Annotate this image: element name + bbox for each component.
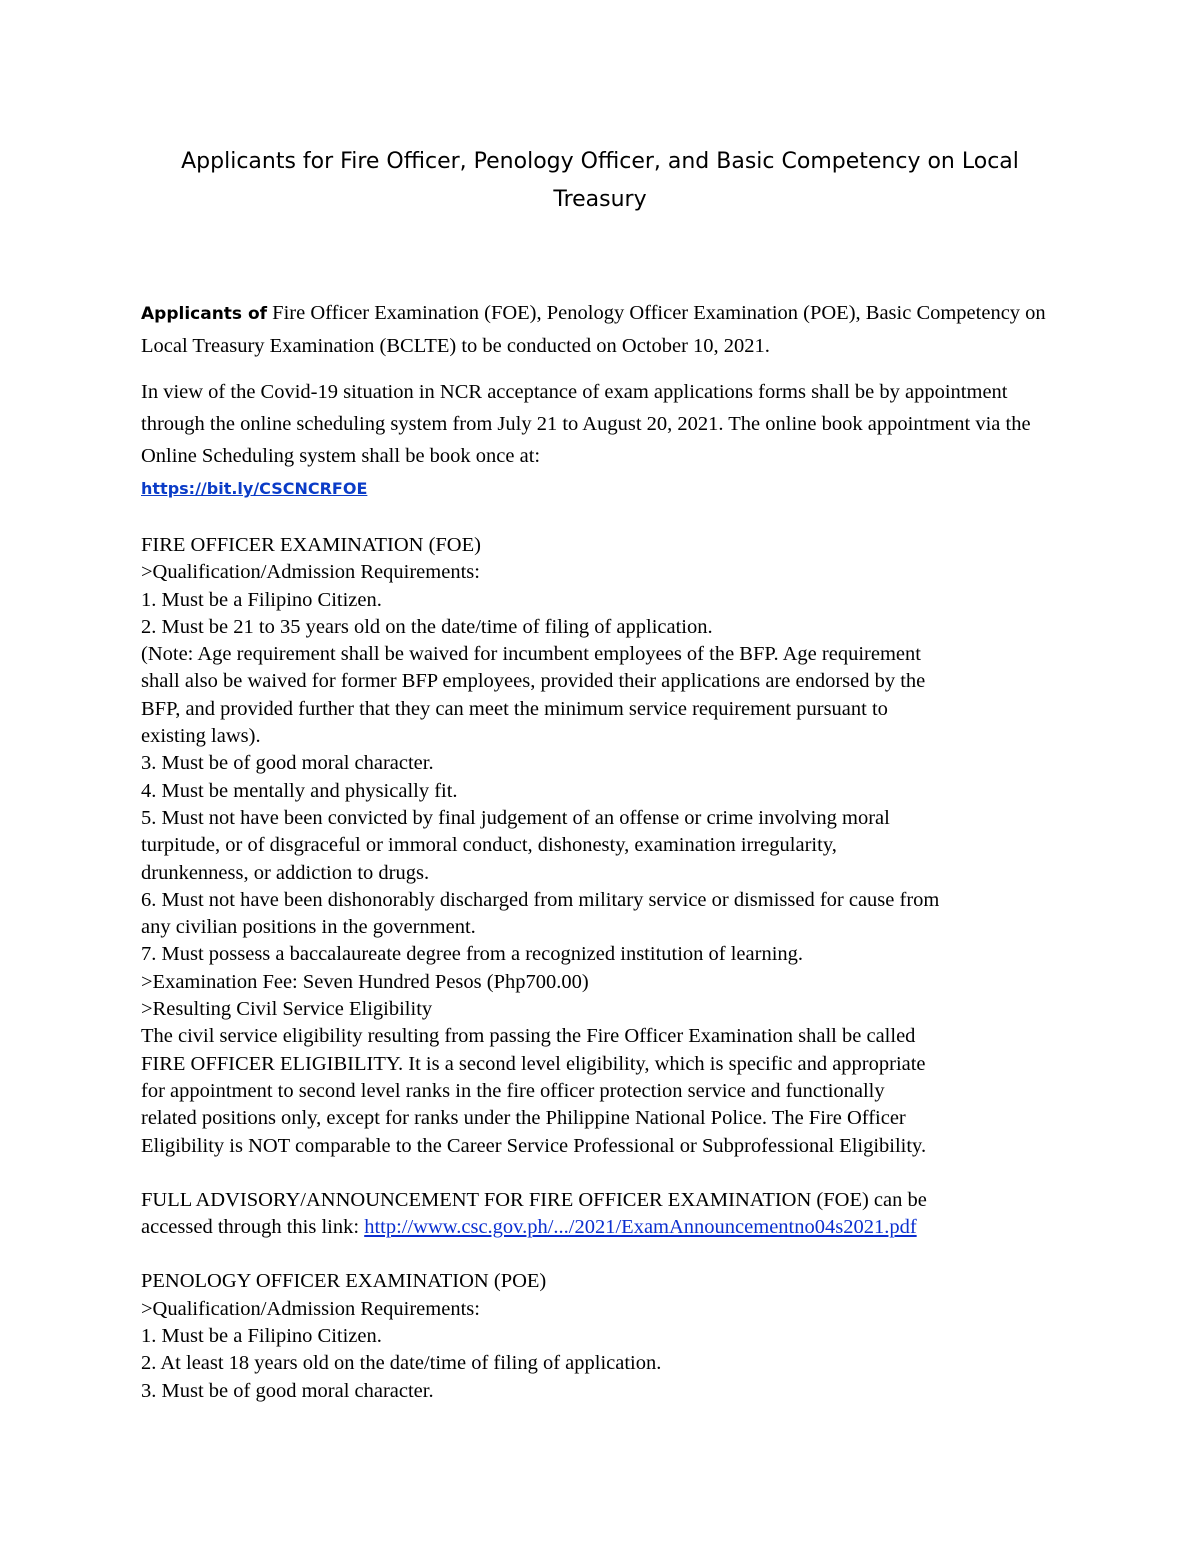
foe-requirement-5-line-1: 5. Must not have been convicted by final judgement of an offense or crime involving moral: [141, 806, 890, 829]
foe-eligibility-line-5: Eligibility is NOT comparable to the Career Service Professional or Subprofessional Eligibility.: [141, 1134, 927, 1157]
spacer: [141, 505, 1066, 532]
poe-requirements-heading: >Qualification/Admission Requirements:: [141, 1297, 480, 1320]
foe-exam-fee: >Examination Fee: Seven Hundred Pesos (Php700.00): [141, 970, 589, 993]
intro-text: Fire Officer Examination (FOE), Penology Officer Examination (POE), Basic Competency on Local Treasury Examination (BCLTE) to be conducted on October 10, 2021.: [141, 302, 1046, 357]
foe-note-line-4: existing laws).: [141, 725, 261, 748]
announcement-link[interactable]: http://www.csc.gov.ph/.../2021/ExamAnnouncementno04s2021.pdf: [364, 1216, 917, 1239]
foe-requirement-2: 2. Must be 21 to 35 years old on the date/time of filing of application.: [141, 615, 713, 638]
foe-requirement-6-line-2: any civilian positions in the government.: [141, 916, 476, 939]
foe-eligibility-line-1: The civil service eligibility resulting from passing the Fire Officer Examination shall be called: [141, 1025, 916, 1048]
covid-paragraph: In view of the Covid-19 situation in NCR acceptance of exam applications forms shall be by appointment through the online scheduling system from July 21 to August 20, 2021. The online book appointment via the Online Scheduling system shall be book once at:: [141, 381, 1031, 467]
poe-requirement-3: 3. Must be of good moral character.: [141, 1379, 434, 1402]
foe-eligibility-line-3: for appointment to second level ranks in the fire officer protection service and functionally: [141, 1079, 885, 1102]
foe-eligibility-line-2: FIRE OFFICER ELIGIBILITY. It is a second level eligibility, which is specific and appropriate: [141, 1052, 926, 1075]
advisory-section: [141, 1187, 1066, 1242]
document-body: [141, 297, 1066, 1405]
foe-requirement-7: 7. Must possess a baccalaureate degree from a recognized institution of learning.: [141, 943, 804, 966]
foe-note-line-3: BFP, and provided further that they can meet the minimum service requirement pursuant to: [141, 697, 888, 720]
advisory-line-2: [141, 1214, 1066, 1241]
foe-note-line-2: shall also be waived for former BFP employees, provided their applications are endorsed by the: [141, 670, 926, 693]
foe-requirement-6-line-1: 6. Must not have been dishonorably discharged from military service or dismissed for cause from: [141, 888, 940, 911]
foe-note-line-1: (Note: Age requirement shall be waived for incumbent employees of the BFP. Age requirement: [141, 643, 921, 666]
foe-heading: FIRE OFFICER EXAMINATION (FOE): [141, 534, 481, 556]
poe-heading: PENOLOGY OFFICER EXAMINATION (POE): [141, 1270, 547, 1293]
booking-link[interactable]: https://bit.ly/CSCNCRFOE: [141, 479, 368, 498]
spacer: [141, 1241, 1066, 1268]
foe-requirement-4: 4. Must be mentally and physically fit.: [141, 779, 458, 802]
poe-section: [141, 1268, 1066, 1404]
intro-lead: Applicants of: [141, 304, 268, 324]
foe-requirement-5-line-2: turpitude, or of disgraceful or immoral conduct, dishonesty, examination irregularity,: [141, 834, 837, 857]
foe-section: [141, 532, 1066, 1160]
advisory-prefix: accessed through this link:: [141, 1216, 365, 1239]
poe-requirement-2: 2. At least 18 years old on the date/time of filing of application.: [141, 1352, 662, 1375]
booking-link-line: [141, 472, 1066, 505]
spacer: [141, 1160, 1066, 1187]
intro-paragraph: [141, 297, 1066, 362]
document-title: Applicants for Fire Officer, Penology Officer, and Basic Competency on Local Treasury: [181, 149, 1019, 212]
foe-requirement-5-line-3: drunkenness, or addiction to drugs.: [141, 861, 430, 884]
poe-requirement-1: 1. Must be a Filipino Citizen.: [141, 1325, 382, 1348]
advisory-line-1: FULL ADVISORY/ANNOUNCEMENT FOR FIRE OFFICER EXAMINATION (FOE) can be: [141, 1188, 927, 1211]
foe-eligibility-heading: >Resulting Civil Service Eligibility: [141, 998, 433, 1021]
foe-requirement-1: 1. Must be a Filipino Citizen.: [141, 588, 382, 611]
foe-requirement-3: 3. Must be of good moral character.: [141, 752, 434, 775]
foe-requirements-heading: >Qualification/Admission Requirements:: [141, 561, 480, 584]
foe-eligibility-line-4: related positions only, except for ranks under the Philippine National Police. The Fire Officer: [141, 1107, 906, 1130]
